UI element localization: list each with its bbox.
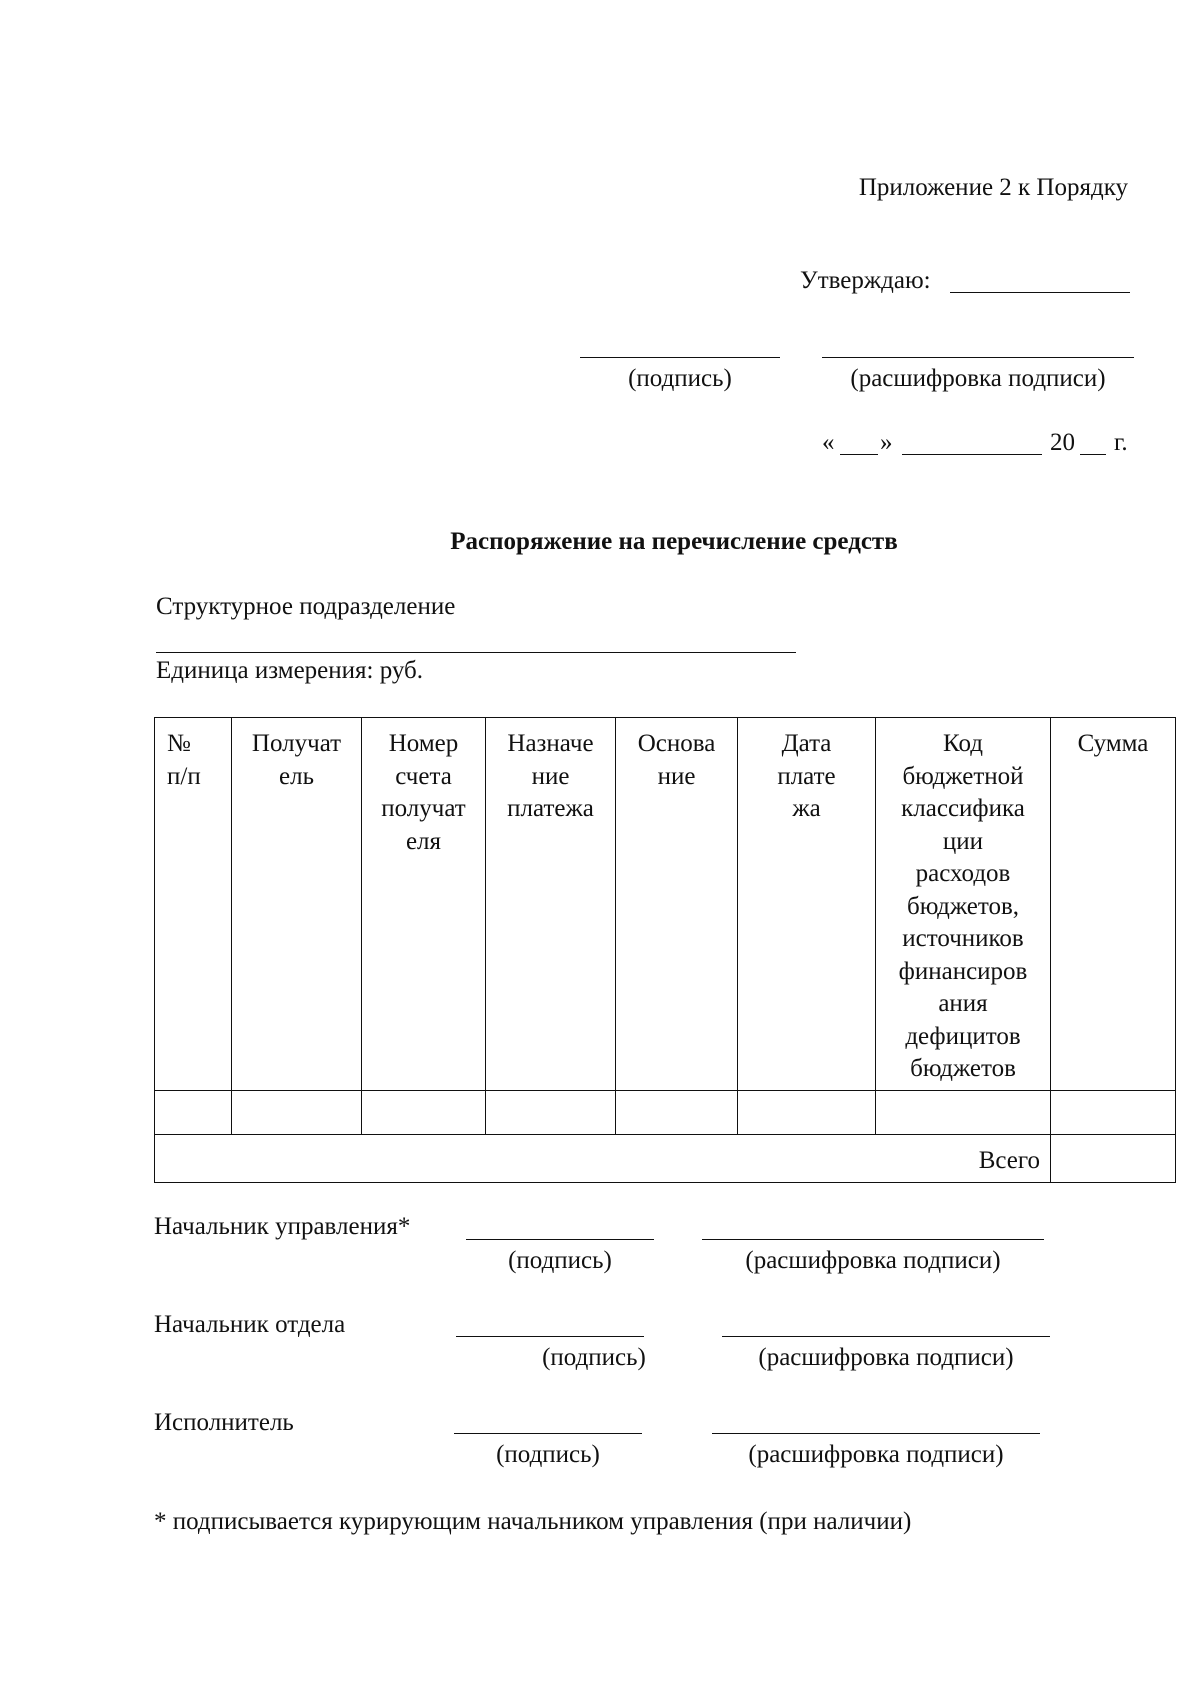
appendix-label: Приложение 2 к Порядку (858, 174, 1128, 201)
approver-decoding-line[interactable] (822, 357, 1134, 358)
date-day-line[interactable] (840, 454, 878, 455)
column-header-line: классифика (901, 795, 1025, 822)
column-header-line: счета (395, 762, 452, 790)
signer-1-decoding-line[interactable] (702, 1239, 1044, 1240)
column-header-account (362, 718, 486, 1091)
column-header-line: п/п (167, 762, 201, 790)
column-header-line: плате (777, 762, 836, 790)
signer-3-decoding-caption: (расшифровка подписи) (748, 1441, 1004, 1468)
table-cell[interactable] (738, 1090, 876, 1134)
column-header-line: Сумма (1077, 730, 1149, 757)
approve-label: Утверждаю: (800, 267, 931, 294)
column-header-line: № (167, 730, 191, 757)
date-month-line[interactable] (902, 454, 1042, 455)
column-header-number (155, 718, 232, 1091)
document-title: Распоряжение на перечисление средств (450, 528, 898, 555)
signer-1-signature-caption: (подпись) (508, 1247, 612, 1274)
table-row (155, 1090, 1176, 1134)
department-label: Структурное подразделение (156, 593, 456, 620)
approver-signature-caption: (подпись) (628, 365, 732, 392)
column-header-line: еля (405, 827, 442, 855)
date-year-line[interactable] (1080, 454, 1106, 455)
table-cell[interactable] (155, 1090, 232, 1134)
table-cell[interactable] (486, 1090, 616, 1134)
column-header-line: ания (938, 990, 988, 1017)
column-header-line: Назначе (507, 730, 594, 757)
table-cell[interactable] (616, 1090, 738, 1134)
signer-role-executor: Исполнитель (154, 1409, 294, 1436)
transfer-table (154, 717, 1176, 1183)
date-open-quote: « (822, 429, 835, 456)
approve-line[interactable] (950, 292, 1130, 293)
column-header-line: Код (943, 730, 983, 757)
total-row (155, 1134, 1176, 1182)
date-year-prefix: 20 (1050, 429, 1075, 456)
column-header-line: бюджетов, (906, 892, 1020, 920)
signer-3-signature-line[interactable] (454, 1433, 642, 1434)
approver-signature-line[interactable] (580, 357, 780, 358)
column-header-line: ние (657, 762, 696, 790)
footnote: * подписывается курирующим начальником управления (при наличии) (154, 1508, 912, 1535)
date-close-quote: » (880, 429, 893, 456)
column-header-recipient (232, 718, 362, 1091)
signer-3-signature-caption: (подпись) (496, 1441, 600, 1468)
table-header-row (155, 718, 1176, 1091)
table-cell[interactable] (362, 1090, 486, 1134)
signer-role-head-of-section: Начальник отдела (154, 1311, 346, 1338)
column-header-date (738, 718, 876, 1091)
column-header-line: платежа (507, 795, 594, 822)
signer-2-decoding-caption: (расшифровка подписи) (758, 1344, 1014, 1371)
column-header-line: финансиров (898, 957, 1028, 985)
column-header-line: Номер (388, 730, 459, 757)
signer-1-decoding-caption: (расшифровка подписи) (745, 1247, 1001, 1274)
column-header-line: бюджетной (902, 762, 1024, 790)
column-header-line: ции (942, 827, 984, 855)
column-header-line: источников (902, 925, 1024, 952)
signer-2-signature-caption: (подпись) (542, 1344, 646, 1371)
column-header-line: бюджетов (910, 1055, 1016, 1082)
column-header-line: ель (279, 762, 314, 790)
signer-2-decoding-line[interactable] (722, 1336, 1050, 1337)
table-cell[interactable] (876, 1090, 1051, 1134)
table-cell[interactable] (232, 1090, 362, 1134)
total-label: Всего (155, 1134, 1051, 1182)
column-header-budget-code (876, 718, 1051, 1091)
column-header-line: расходов (915, 860, 1011, 887)
signer-role-head-of-department: Начальник управления* (154, 1213, 411, 1240)
column-header-amount (1051, 718, 1176, 1091)
signer-2-signature-line[interactable] (456, 1336, 644, 1337)
unit-label: Единица измерения: руб. (156, 657, 424, 684)
column-header-line: ние (531, 762, 570, 790)
column-header-line: получат (381, 795, 466, 822)
approver-decoding-caption: (расшифровка подписи) (850, 365, 1106, 392)
column-header-purpose (486, 718, 616, 1091)
column-header-line: Основа (637, 730, 716, 757)
signer-3-decoding-line[interactable] (712, 1433, 1040, 1434)
table-cell[interactable] (1051, 1090, 1176, 1134)
column-header-line: Дата (781, 730, 832, 757)
date-year-suffix: г. (1114, 429, 1128, 456)
department-line[interactable] (156, 652, 796, 653)
signer-1-signature-line[interactable] (466, 1239, 654, 1240)
column-header-line: дефицитов (905, 1022, 1021, 1050)
column-header-line: Получат (251, 730, 342, 757)
column-header-line: жа (792, 795, 821, 822)
column-header-basis (616, 718, 738, 1091)
total-amount-cell[interactable] (1051, 1134, 1176, 1182)
